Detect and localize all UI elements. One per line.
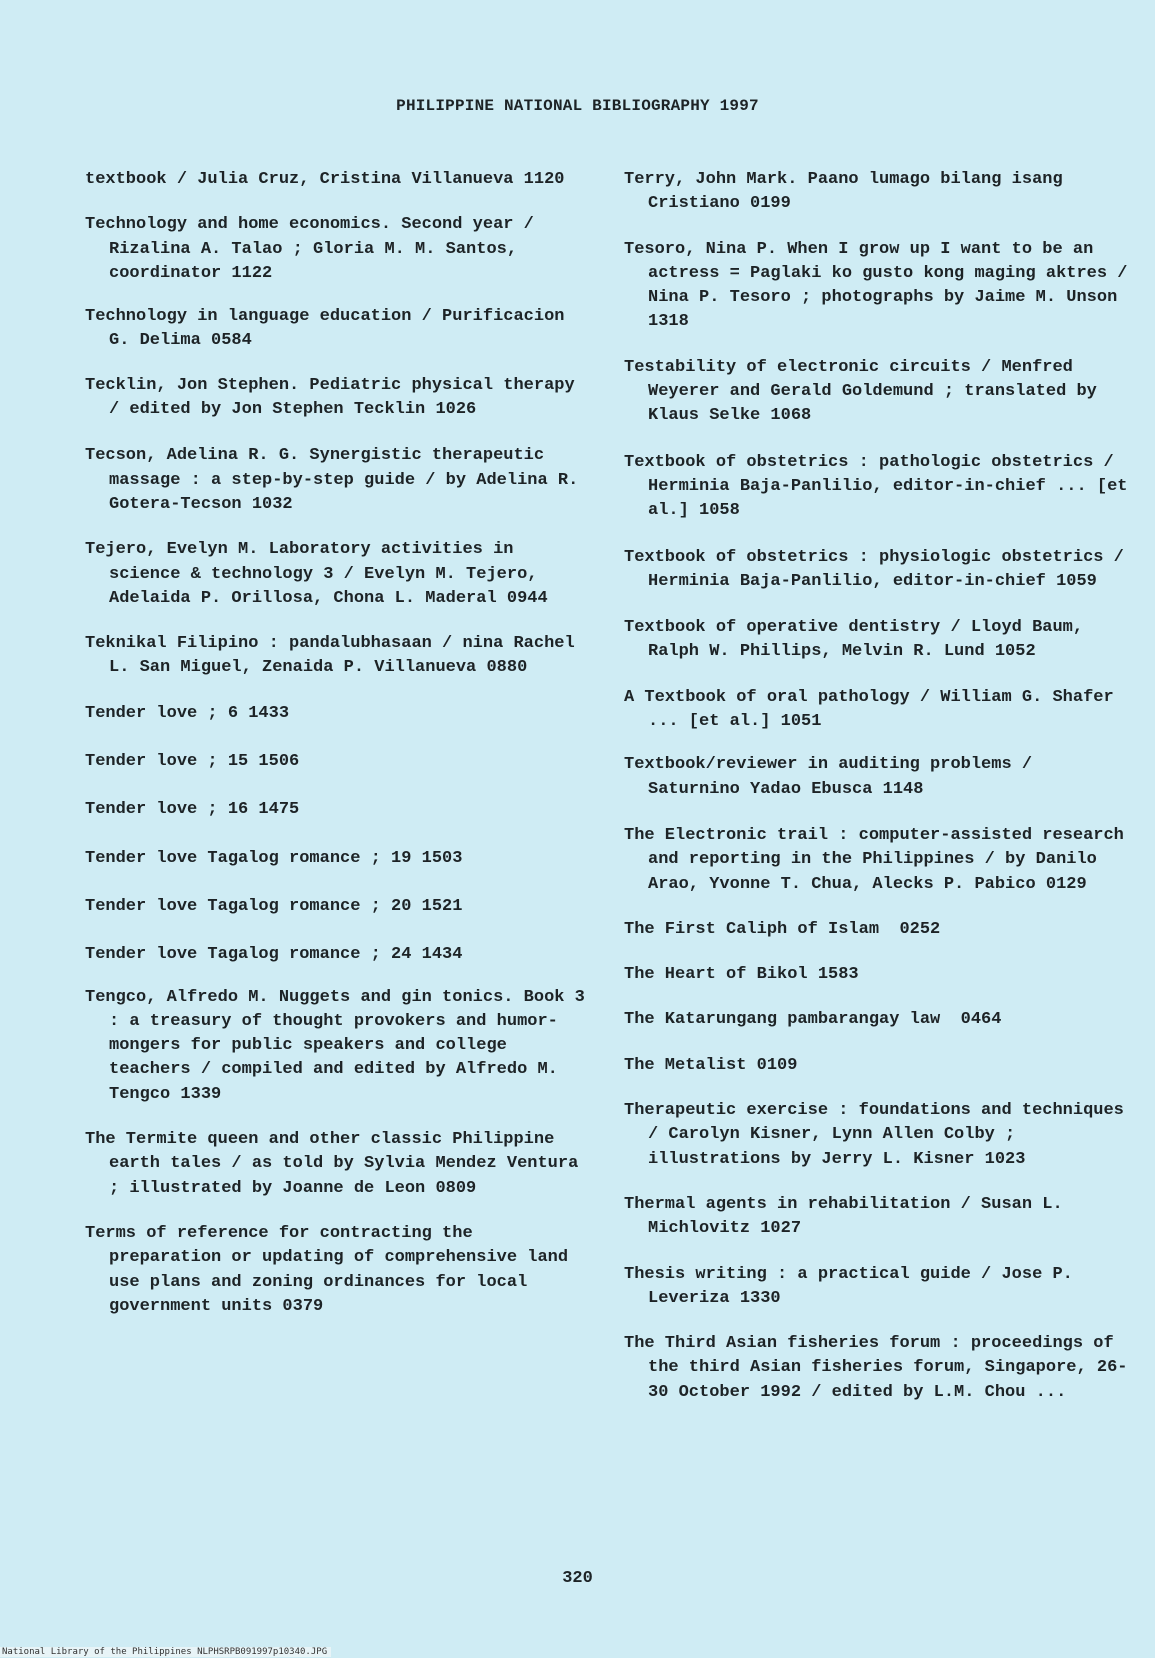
page-header: PHILIPPINE NATIONAL BIBLIOGRAPHY 1997: [396, 97, 759, 115]
entry: The Heart of Bikol 1583: [624, 965, 859, 985]
entry: The Electronic trail : computer-assisted research and reporting in the Philippines / by Danilo Arao, Yvonne T. Chua, Alecks P. Pabico 0129: [624, 825, 1135, 894]
entry: Therapeutic exercise : foundations and techniques / Carolyn Kisner, Lynn Allen Colby ; illustrations by Jerry L. Kisner 1023: [624, 1101, 1135, 1169]
entry: Terms of reference for contracting the preparation or updating of comprehensive land use plans and zoning ordinances for local government units 0379: [85, 1223, 579, 1316]
scan-footer: National Library of the Philippines NLPHSRPB091997p10340.JPG: [0, 1647, 331, 1657]
entry: A Textbook of oral pathology / William G. Shafer ... [et al.] 1051: [624, 687, 1124, 732]
page-number: 320: [562, 1569, 593, 1588]
entry: The Third Asian fisheries forum : proceedings of the third Asian fisheries forum, Singapore, 26-30 October 1992 / edited by L.M. Chou ...: [624, 1334, 1128, 1402]
entry: Technology in language education / Purificacion G. Delima 0584: [85, 307, 575, 351]
entry: Tender love Tagalog romance ; 20 1521: [85, 896, 463, 916]
entry: Tesoro, Nina P. When I grow up I want to be an actress = Paglaki ko gusto kong maging aktres / Nina P. Tesoro ; photographs by Jaime M. Unson 1318: [624, 239, 1138, 332]
right-column: [624, 168, 1138, 1405]
entry: Tecson, Adelina R. G. Synergistic therapeutic massage : a step-by-step guide / by Adelina R. Gotera-Tecson 1032: [85, 446, 589, 514]
entry: Tejero, Evelyn M. Laboratory activities in science & technology 3 / Evelyn M. Tejero, Adelaida P. Orillosa, Chona L. Maderal 0944: [85, 540, 548, 608]
entry: Textbook of obstetrics : pathologic obstetrics / Herminia Baja-Panlilio, editor-in-chief ... [et al.] 1058: [624, 452, 1138, 521]
entry: The Termite queen and other classic Philippine earth tales / as told by Sylvia Mendez Ventura ; illustrated by Joanne de Leon 0809: [85, 1130, 589, 1198]
entry: The First Caliph of Islam 0252: [624, 919, 941, 939]
entry: Tender love ; 6 1433: [85, 703, 290, 723]
entry: Thermal agents in rehabilitation / Susan L. Michlovitz 1027: [624, 1194, 1073, 1239]
left-column: [85, 168, 596, 1319]
entry: Thesis writing : a practical guide / Jose P. Leveriza 1330: [624, 1264, 1084, 1308]
entry: The Katarungang pambarangay law 0464: [624, 1010, 1002, 1030]
entry: The Metalist 0109: [624, 1055, 798, 1075]
entry: Testability of electronic circuits / Menfred Weyerer and Gerald Goldemund ; translated by Klaus Selke 1068: [624, 357, 1108, 426]
entry: Tender love ; 16 1475: [85, 800, 300, 820]
entry: Textbook of operative dentistry / Lloyd Baum, Ralph W. Phillips, Melvin R. Lund 1052: [624, 618, 1094, 662]
entry: Textbook of obstetrics : physiologic obstetrics / Herminia Baja-Panlilio, editor-in-chief 1059: [624, 547, 1135, 591]
entry: textbook / Julia Cruz, Cristina Villanueva 1120: [85, 170, 565, 189]
entry: Tengco, Alfredo M. Nuggets and gin tonics. Book 3 : a treasury of thought provokers and humor-mongers for public speakers and college teachers / compiled and edited by Alfredo M. Tengco 1339: [85, 987, 596, 1104]
entry: Tender love Tagalog romance ; 24 1434: [85, 945, 463, 965]
entry: Tecklin, Jon Stephen. Pediatric physical therapy / edited by Jon Stephen Tecklin 1026: [85, 375, 585, 420]
entry: Technology and home economics. Second year / Rizalina A. Talao ; Gloria M. M. Santos, coordinator 1122: [85, 215, 545, 283]
entry: Tender love ; 15 1506: [85, 752, 300, 772]
entry: Textbook/reviewer in auditing problems / Saturnino Yadao Ebusca 1148: [624, 755, 1043, 799]
entry: Teknikal Filipino : pandalubhasaan / nina Rachel L. San Miguel, Zenaida P. Villanueva 0880: [85, 634, 585, 678]
entry: Tender love Tagalog romance ; 19 1503: [85, 848, 463, 868]
entry: Terry, John Mark. Paano lumago bilang isang Cristiano 0199: [624, 170, 1073, 214]
